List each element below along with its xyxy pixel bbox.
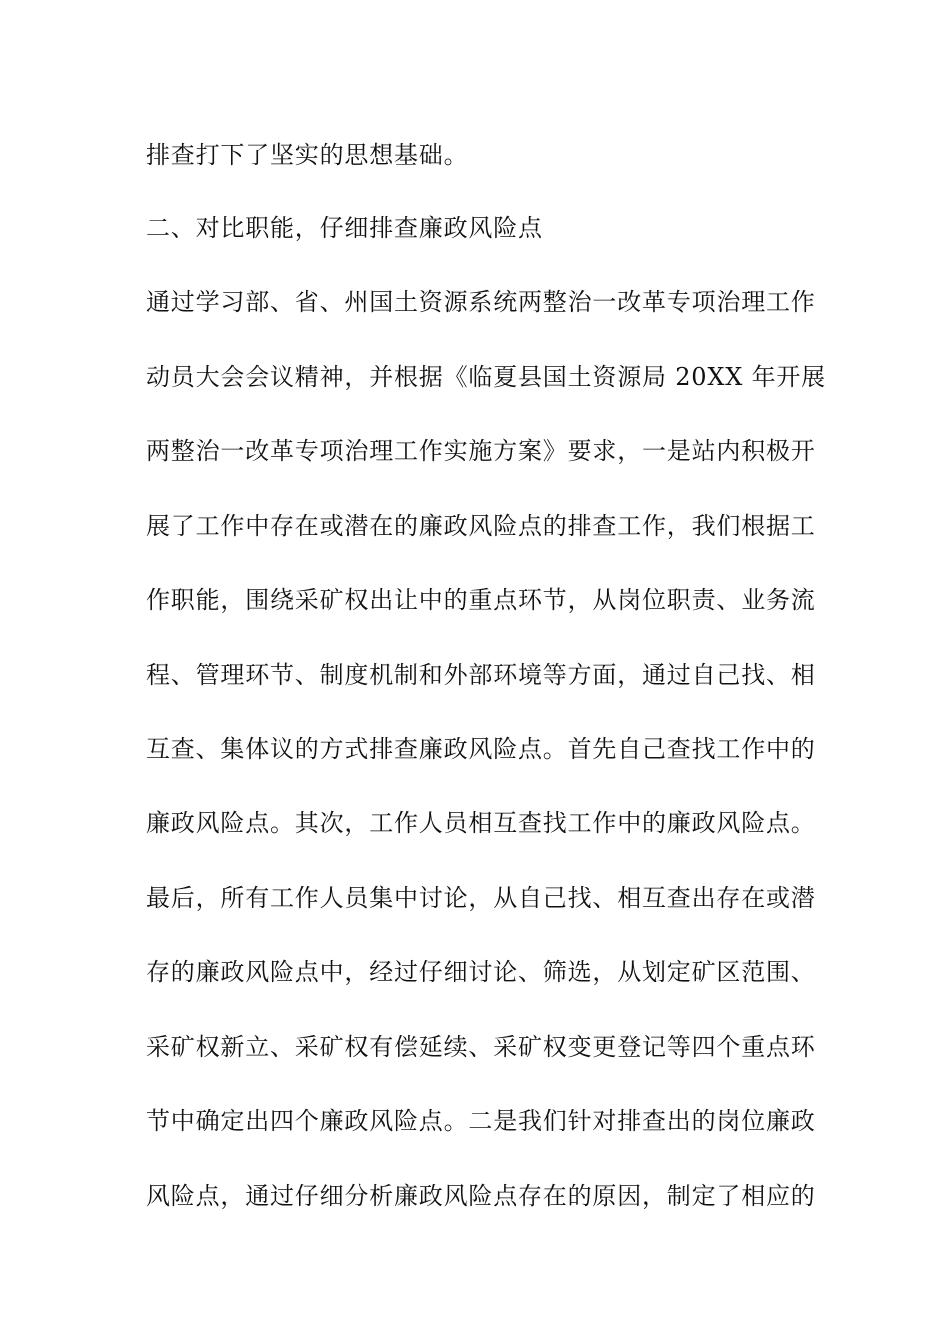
- paragraph-line: 存的廉政风险点中，经过仔细讨论、筛选，从划定矿区范围、: [146, 958, 816, 986]
- paragraph-line: 程、管理环节、制度机制和外部环境等方面，通过自己找、相: [146, 661, 816, 689]
- paragraph-line: 最后，所有工作人员集中讨论，从自己找、相互查出存在或潜: [146, 884, 816, 912]
- paragraph-line: 风险点，通过仔细分析廉政风险点存在的原因，制定了相应的: [146, 1182, 816, 1210]
- paragraph-line: 节中确定出四个廉政风险点。二是我们针对排查出的岗位廉政: [146, 1107, 816, 1135]
- paragraph-line: 互查、集体议的方式排查廉政风险点。首先自己查找工作中的: [146, 735, 816, 763]
- paragraph-line: 作职能，围绕采矿权出让中的重点环节，从岗位职责、业务流: [146, 586, 816, 614]
- paragraph-line: 排查打下了坚实的思想基础。: [146, 141, 469, 169]
- paragraph-line: 采矿权新立、采矿权有偿延续、采矿权变更登记等四个重点环: [146, 1033, 816, 1061]
- paragraph-line: 两整治一改革专项治理工作实施方案》要求，一是站内积极开: [146, 437, 816, 465]
- paragraph-line: 展了工作中存在或潜在的廉政风险点的排查工作，我们根据工: [146, 512, 816, 540]
- paragraph-line: 廉政风险点。其次，工作人员相互查找工作中的廉政风险点。: [146, 809, 816, 837]
- paragraph-line: 动员大会会议精神，并根据《临夏县国土资源局 20XX 年开展: [146, 363, 826, 391]
- paragraph-line: 通过学习部、省、州国土资源系统两整治一改革专项治理工作: [146, 288, 816, 316]
- section-heading: 二、对比职能，仔细排查廉政风险点: [146, 214, 543, 242]
